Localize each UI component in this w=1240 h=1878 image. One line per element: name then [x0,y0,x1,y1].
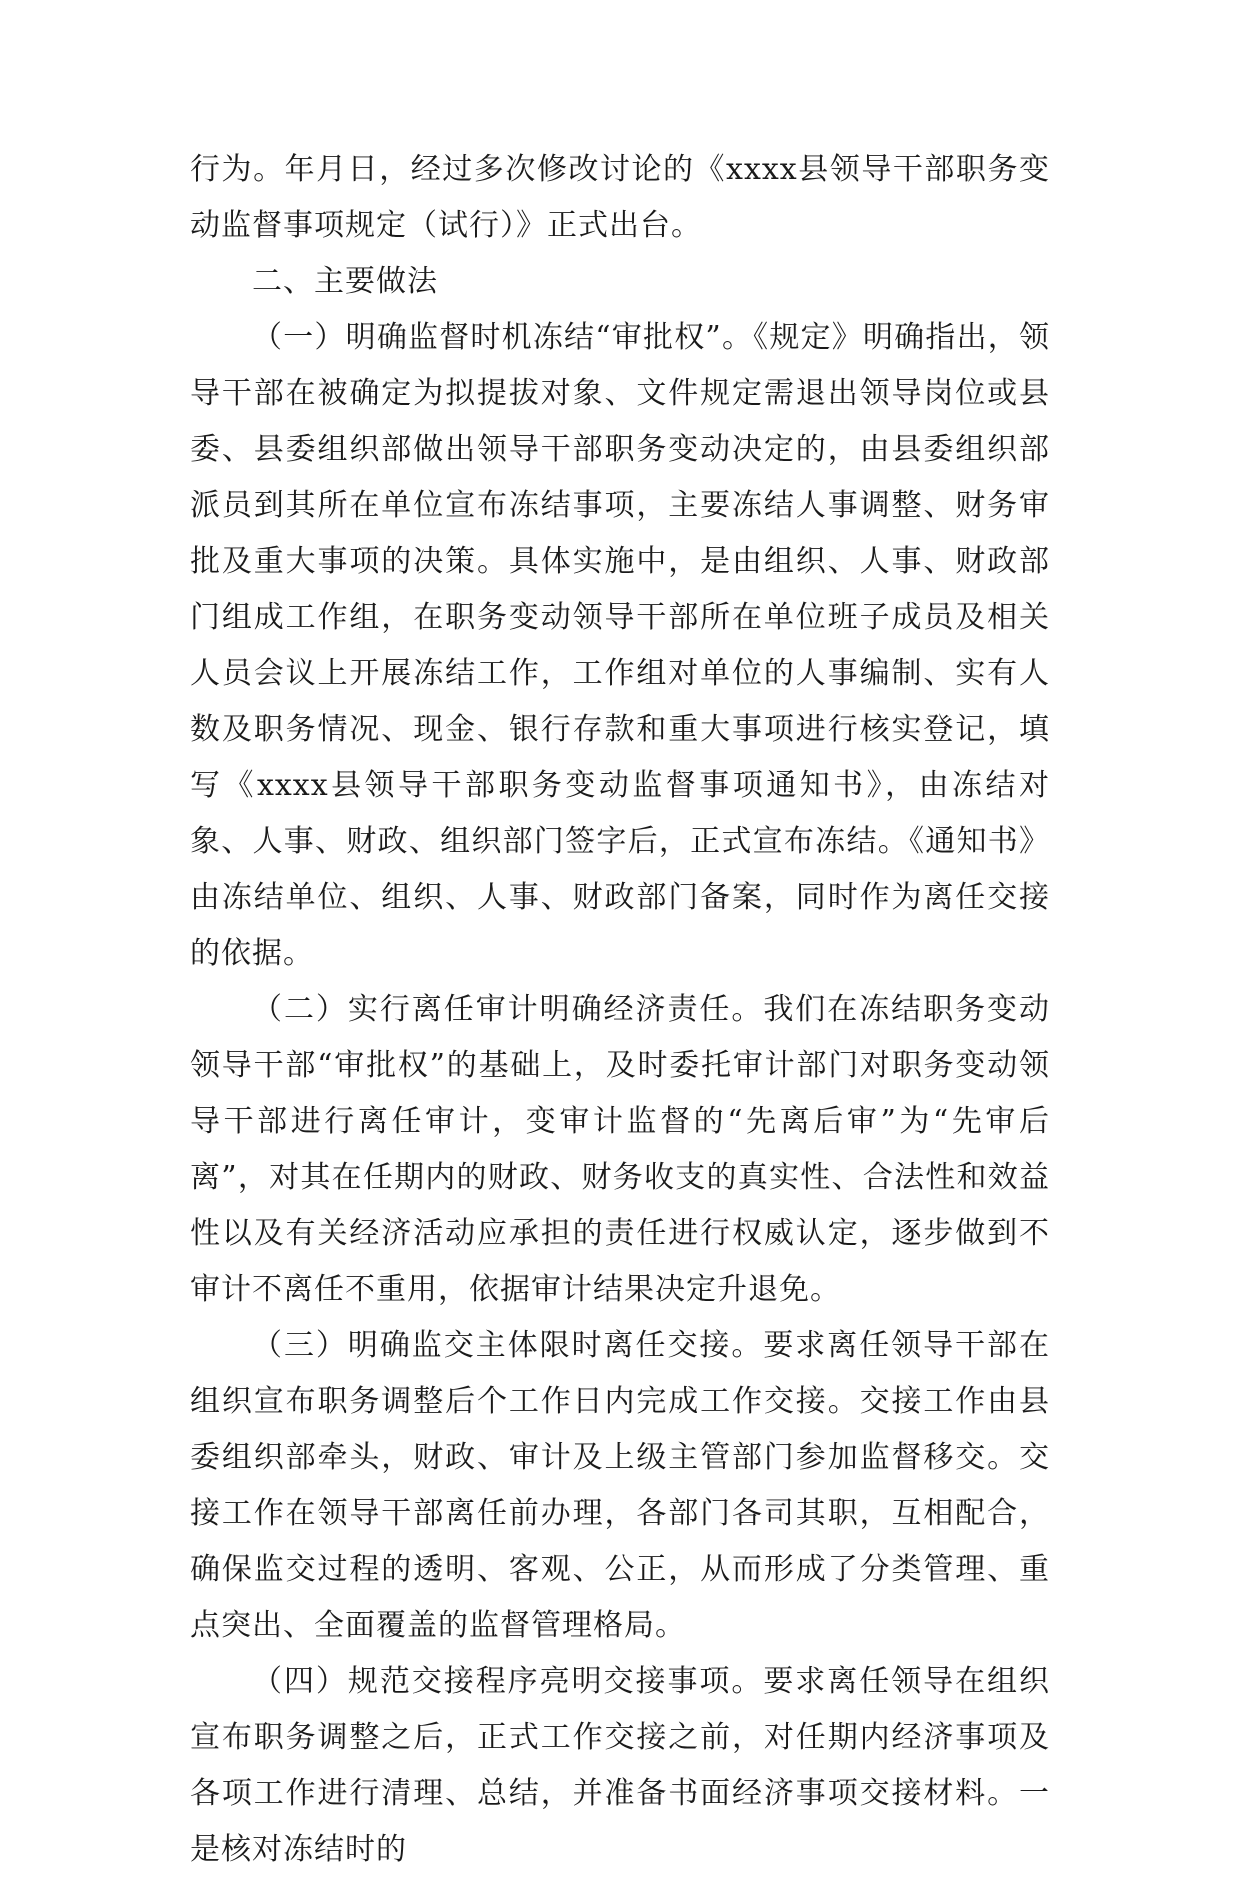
paragraph-item-1: （一）明确监督时机冻结“审批权”。《规定》明确指出，领导干部在被确定为拟提拔对象、文件规定需退出领导岗位或县委、县委组织部做出领导干部职务变动决定的，由县委组织部派员到其所在单位宣布冻结事项，主要冻结人事调整、财务审批及重大事项的决策。具体实施中，是由组织、人事、财政部门组成工作组，在职务变动领导干部所在单位班子成员及相关人员会议上开展冻结工作，工作组对单位的人事编制、实有人数及职务情况、现金、银行存款和重大事项进行核实登记，填写《xxxx县领导干部职务变动监督事项通知书》，由冻结对象、人事、财政、组织部门签字后，正式宣布冻结。《通知书》由冻结单位、组织、人事、财政部门备案，同时作为离任交接的依据。 [190,320,1050,971]
paragraph-intro: 行为。年月日，经过多次修改讨论的《xxxx县领导干部职务变动监督事项规定（试行）》正式出台。 [190,152,1050,243]
document-body [190,142,1050,1878]
paragraph-item-4: （四）规范交接程序亮明交接事项。要求离任领导在组织宣布职务调整之后，正式工作交接之前，对任期内经济事项及各项工作进行清理、总结，并准备书面经济事项交接材料。一是核对冻结时的 [190,1664,1050,1867]
paragraph-item-3: （三）明确监交主体限时离任交接。要求离任领导干部在组织宣布职务调整后个工作日内完成工作交接。交接工作由县委组织部牵头，财政、审计及上级主管部门参加监督移交。交接工作在领导干部离任前办理，各部门各司其职，互相配合，确保监交过程的透明、客观、公正，从而形成了分类管理、重点突出、全面覆盖的监督管理格局。 [190,1328,1050,1643]
paragraph-item-2: （二）实行离任审计明确经济责任。我们在冻结职务变动领导干部“审批权”的基础上，及时委托审计部门对职务变动领导干部进行离任审计，变审计监督的“先离后审”为“先审后离”，对其在任期内的财政、财务收支的真实性、合法性和效益性以及有关经济活动应承担的责任进行权威认定，逐步做到不审计不离任不重用，依据审计结果决定升退免。 [190,992,1050,1307]
section-heading: 二、主要做法 [252,264,438,299]
